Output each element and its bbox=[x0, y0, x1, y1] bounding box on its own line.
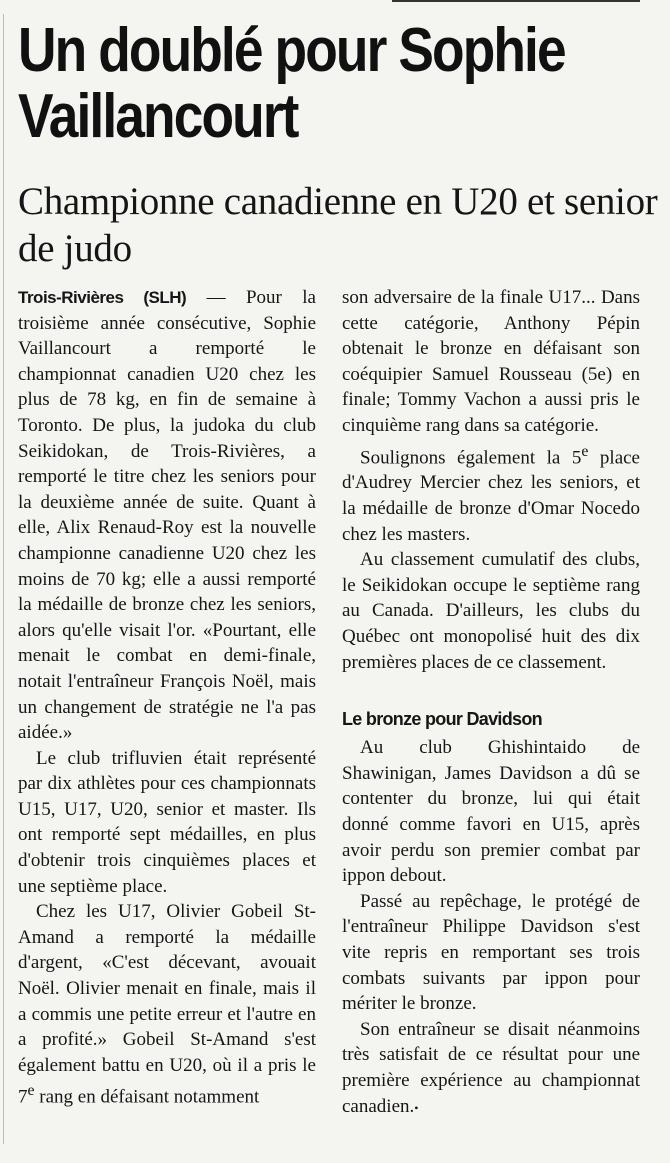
paragraph-1 bbox=[18, 285, 316, 746]
paragraph-6: Au classement cumulatif des clubs, le Seikidokan occupe le septième rang au Canada. D'ailleurs, les clubs du Québec ont monopolisé huit des dix premières places de ce classement. bbox=[342, 549, 640, 673]
superscript: e bbox=[27, 1082, 35, 1100]
paragraph-9-text: Son entraîneur se disait néanmoins très satisfait de ce résultat pour une première expérience au championnat canadien. bbox=[342, 1018, 640, 1117]
paragraph-1-text: — Pour la troisième année consécutive, Sophie Vaillancourt a remporté le championnat canadien U20 chez les plus de 78 kg, en fin de semaine à Toronto. De plus, la judoka du club Seikidokan, de Trois-Rivières, a remporté le titre chez les seniors pour la deuxième année de suite. Quant à elle, Alix Renaud-Roy est la nouvelle championne canadienne U20 chez les moins de 70 kg; elle a aussi remporté la médaille de bronze chez les seniors, alors qu'elle visait l'or. «Pourtant, elle menait le combat en demi-finale, notait l'entraîneur François Noël, mais un changement de stratégie ne l'a pas aidée.» bbox=[18, 287, 316, 744]
left-rule bbox=[3, 14, 4, 1144]
paragraph-7: Au club Ghishintaido de Shawinigan, James Davidson a dû se contenter du bronze, lui qui était donné comme favori en U15, après avoir perdu son premier combat par ippon debout. bbox=[342, 737, 640, 887]
end-mark: • bbox=[414, 1100, 419, 1115]
paragraph-2: Le club trifluvien était représenté par dix athlètes pour ces championnats U15, U17, U20, senior et master. Ils ont remporté sept médailles, en plus d'obtenir trois cinquièmes places et une septième place. bbox=[18, 747, 316, 897]
dateline: Trois-Rivières (SLH) bbox=[18, 288, 187, 307]
paragraph-3-text-a: Chez les U17, Olivier Gobeil St-Amand a remporté la médaille d'argent, «C'est décevant, avouait Noël. Olivier menait en finale, mais il a commis une petite erreur et l'autre en a profité.» Gobeil St-Amand s'est également battu en U20, où il a pris le 7 bbox=[18, 901, 316, 1108]
paragraph-5-text-a: Soulignons également la 5 bbox=[360, 446, 582, 468]
paragraph-9 bbox=[342, 1017, 640, 1121]
right-column bbox=[342, 285, 640, 1121]
superscript: e bbox=[581, 442, 589, 460]
left-column bbox=[18, 285, 316, 1110]
paragraph-5-text-b: place d'Audrey Mercier chez les seniors, et la médaille de bronze d'Omar Nocedo chez les masters. bbox=[342, 446, 640, 545]
top-rule bbox=[392, 0, 640, 2]
paragraph-5 bbox=[342, 439, 640, 548]
subheadline: Championne canadienne en U20 et senior de judo bbox=[18, 180, 658, 270]
paragraph-3 bbox=[18, 899, 316, 1110]
paragraph-3-text-b: rang en défaisant notamment bbox=[34, 1086, 260, 1108]
paragraph-8: Passé au repêchage, le protégé de l'entraîneur Philippe Davidson s'est vite repris en remportant ses trois combats suivants par ippon pour mériter le bronze. bbox=[342, 890, 640, 1015]
paragraph-4: son adversaire de la finale U17... Dans cette catégorie, Anthony Pépin obtenait le bronze en défaisant son coéquipier Samuel Rousseau (5e) en finale; Tommy Vachon a aussi pris le cinquième rang dans sa catégorie. bbox=[342, 287, 640, 436]
section-subtitle: Le bronze pour Davidson bbox=[342, 709, 542, 730]
headline: Un doublé pour Sophie Vaillancourt bbox=[18, 16, 565, 151]
